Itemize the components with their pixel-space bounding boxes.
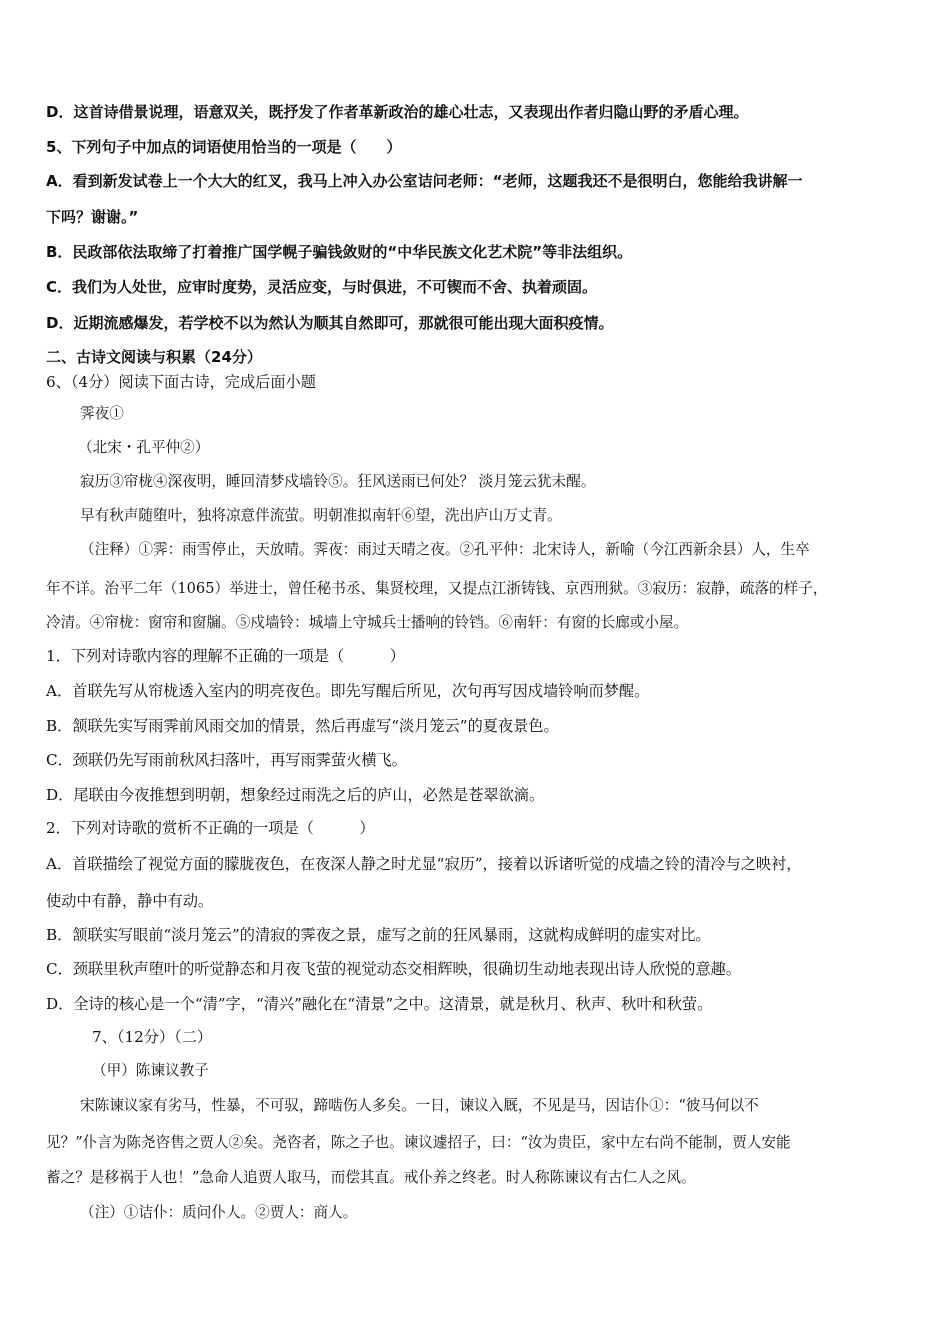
q7-passage-line3: 蓄之？是移祸于人也！”急命人追贾人取马，而偿其直。戒仆养之终老。时人称陈谏议有古仁人之风。 <box>46 1169 696 1186</box>
poem-line-1: 寂历③帘栊④深夜明，睡回清梦戍墙铃⑤。狂风送雨已何处？ 淡月笼云犹未醒。 <box>80 473 596 490</box>
section-heading: 二、古诗文阅读与积累（24分） <box>46 348 262 366</box>
q7-passage-note: （注）①诘仆：质问仆人。②贾人：商人。 <box>80 1204 358 1221</box>
q5-stem: 5、下列句子中加点的词语使用恰当的一项是（ ） <box>46 138 402 156</box>
q5-option-b: B．民政部依法取缔了打着推广国学幌子骗钱敛财的“中华民族文化艺术院”等非法组织。 <box>46 243 633 261</box>
q5-option-a-line2: 下吗？谢谢。” <box>46 208 139 226</box>
poem-note-line1: （注释）①霁：雨雪停止，天放晴。霁夜：雨过天晴之夜。②孔平仲：北宋诗人，新喻（今江西新余县）人，生卒 <box>80 541 810 558</box>
q6-sub2-option-a-line2: 使动中有静，静中有动。 <box>46 892 214 910</box>
q7-passage-line1: 宋陈谏议家有劣马，性暴，不可驭，蹄啮伤人多矣。一日，谏议入厩，不见是马，因诘仆①：“彼马何以不 <box>80 1097 759 1114</box>
q7-passage-title: （甲）陈谏议教子 <box>92 1062 209 1079</box>
q6-sub1-option-c: C．颈联仍先写雨前秋风扫落叶，再写雨霁萤火横飞。 <box>46 751 407 769</box>
q6-sub1-option-d: D．尾联由今夜推想到明朝，想象经过雨洗之后的庐山，必然是苍翠欲滴。 <box>46 786 545 804</box>
q6-sub2-stem: 2．下列对诗歌的赏析不正确的一项是（ ） <box>46 819 375 837</box>
poem-note-line3: 冷清。④帘栊：窗帘和窗牖。⑤戍墙铃：城墙上守城兵士播响的铃铛。⑥南轩：有窗的长廊或小屋。 <box>46 614 689 631</box>
q7-passage-line2: 见？”仆言为陈尧咨售之贾人②矣。尧咨者，陈之子也。谏议遽招子，曰：“汝为贵臣，家中左右尚不能制，贾人安能 <box>46 1134 791 1151</box>
q5-option-a-line1: A．看到新发试卷上一个大大的红叉，我马上冲入办公室诘问老师：“老师，这题我还不是很明白，您能给我讲解一 <box>46 172 803 190</box>
q7-stem: 7、（12分）（二） <box>92 1028 213 1046</box>
q5-option-c: C．我们为人处世，应审时度势，灵活应变，与时俱进，不可锲而不舍、执着顽固。 <box>46 278 598 296</box>
poem-title: 霁夜① <box>80 405 124 422</box>
q6-sub2-option-c: C．颈联里秋声堕叶的听觉静态和月夜飞萤的视觉动态交相辉映，很确切生动地表现出诗人欣悦的意趣。 <box>46 960 742 978</box>
poem-line-2: 早有秋声随堕叶，独将凉意伴流萤。明朝准拟南轩⑥望，洗出庐山万丈青。 <box>80 507 562 524</box>
q6-sub2-option-d: D．全诗的核心是一个“清”字，“清兴”融化在“清景”之中。这清景，就是秋月、秋声、秋叶和秋萤。 <box>46 995 713 1013</box>
q6-sub2-option-a-line1: A．首联描绘了视觉方面的朦胧夜色，在夜深人静之时尤显“寂历”，接着以诉诸听觉的戍墙之铃的清冷与之映衬， <box>46 855 802 873</box>
poem-note-line2: 年不详。治平二年（1065）举进士，曾任秘书丞、集贤校理，又提点江浙铸钱、京西刑狱。③寂历：寂静，疏落的样子， <box>46 580 828 597</box>
q4-option-d: D．这首诗借景说理，语意双关，既抒发了作者革新政治的雄心壮志，又表现出作者归隐山野的矛盾心理。 <box>46 103 749 121</box>
q6-sub1-option-a: A．首联先写从帘栊透入室内的明亮夜色。即先写醒后所见，次句再写因戍墙铃响而梦醒。 <box>46 682 650 700</box>
q6-sub2-option-b: B．颔联实写眼前“淡月笼云”的清寂的霁夜之景，虚写之前的狂风暴雨，这就构成鲜明的虚实对比。 <box>46 926 711 944</box>
q6-stem: 6、（4分）阅读下面古诗，完成后面小题 <box>46 373 316 391</box>
poem-author: （北宋・孔平仲②） <box>78 439 210 456</box>
q6-sub1-option-b: B．颔联先实写雨霁前风雨交加的情景，然后再虚写“淡月笼云”的夏夜景色。 <box>46 717 559 735</box>
q6-sub1-stem: 1．下列对诗歌内容的理解不正确的一项是（ ） <box>46 647 405 665</box>
q5-option-d: D．近期流感爆发，若学校不以为然认为顺其自然即可，那就很可能出现大面积疫情。 <box>46 314 614 332</box>
